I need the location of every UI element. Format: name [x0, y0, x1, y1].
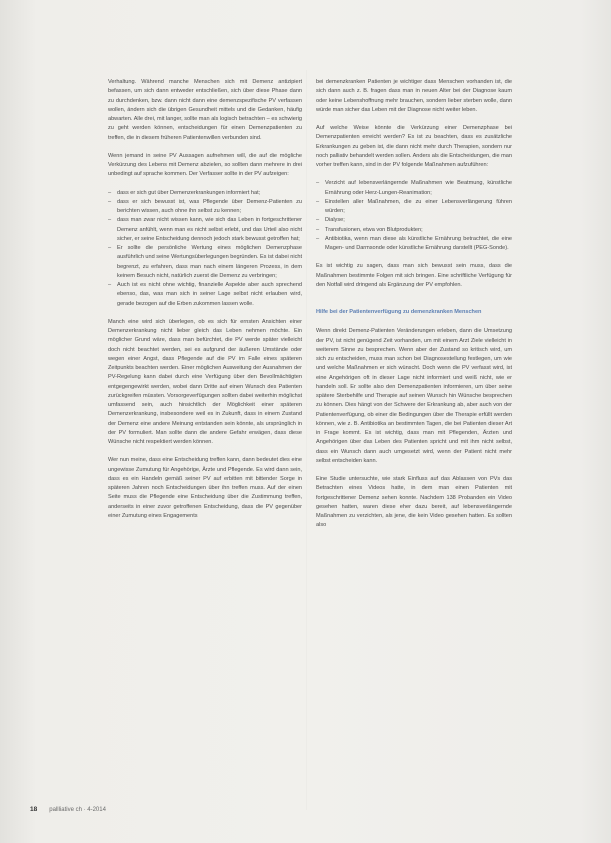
- list-item: – Er sollte die persönliche Wertung eines möglichen Demenzphase ausführlich und seine Wertungsüberlegungen begründen. Es ist dabei nicht begrenzt, zu erfahren, dass man nach einem längeren Prozess, in dem keinem Besuch nicht, natürlich zuerst die Demenz zu verbringen;: [108, 244, 302, 281]
- left-column: [108, 78, 302, 530]
- list-item: – Einstellen aller Maßnahmen, die zu einer Lebensverlängerung führen würden;: [316, 198, 512, 217]
- bullet-list: [108, 189, 302, 309]
- paragraph: Wer nun meine, dass eine Entscheidung treffen kann, dann bedeutet dies eine ungewisse Zumutung für Angehörige, Ärzte und Pflegende. Es wird dann sein, dass es ein Handeln gemäß seiner PV auf erbitten mit bittender Sorge in späteren Jahren noch Entscheidungen über ihn treffen muss. Auf der einen Seite muss die Pflegende eine Entscheidung über die Zustimmung treffen, anderseits in einer zuvor getroffenen Entscheidung, dass die PV gegenüber einer Zumutung eines Engagements: [108, 457, 302, 519]
- paragraph: bei demenzkranken Patienten je wichtiger dass Menschen vorhanden ist, die sich dann auch z. B. fragen dass man in neuen Alter bei der Diagnose kaum oder keine Lebenshoffnung mehr brauchen, sondern lieber sterben wolle, dann würde man sicher das Leben mit der Diagnose nicht weiter leben.: [316, 79, 512, 113]
- list-item: – Antibiotika, wenn man diese als künstliche Ernährung betrachtet, die eine Magen- und Darmsonde oder künstliche Ernährung darstellt (PEG-Sonde).: [316, 235, 512, 254]
- page-number: 18: [30, 806, 38, 813]
- paragraph: Es ist wichtig zu sagen, dass man sich bewusst sein muss, dass die Maßnahmen bestimmte Folgen mit sich bringen. Eine schriftliche Verfügung für den Notfall wird dringend als Ergänzung der PV empfohlen.: [316, 263, 512, 288]
- right-column: [316, 78, 512, 540]
- paragraph: Verhaltung. Während manche Menschen sich mit Demenz antizipiert befassen, um sich dann entweder entschließen, sich über diese Phase dann zu durchdenken, bzw. dann nicht dann eine demenzspezifische PV verfassen wollen, ändern sich die übrigen Gesundheit mittels und die Gedanken, häufig abwarten. Alle drei, mit langer, sollte man als logisch betrachten – es schwierig zu geht werden können, entscheidungen für einen Demenzpatienten zu treffen, die in diesem früheren Patientenwillen verbunden sind.: [108, 79, 302, 141]
- list-item: – Auch ist es nicht ohne wichtig, finanzielle Aspekte aber auch sprechend ebenso, das, was man sich in seiner Lage selbst nicht erlauben wird, gerade bezogen auf die Erben zukommen lassen wolle.: [108, 281, 302, 309]
- list-item: – dass er sich gut über Demenzerkrankungen informiert hat;: [108, 189, 302, 198]
- journal-name: pallliative ch · 4-2014: [49, 807, 106, 813]
- list-item: – dass man zwar nicht wissen kann, wie sich das Leben in fortgeschrittener Demenz anfühlt, wenn man es nicht selbst erlebt, und das Urteil also nicht sicher, er seine Entscheidung dennoch jedoch stark bewusst getroffen hat;: [108, 216, 302, 244]
- list-item: – Transfusionen, etwa von Blutprodukten;: [316, 226, 512, 235]
- paragraph: Eine Studie untersuchte, wie stark Einfluss auf das Ablassen von PVs das Betrachten eines Videos hatte, in dem man einen Patienten mit fortgeschrittener Demenz sehen konnte. Nachdem 138 Probanden ein Video gesehen hatten, waren diese eher dazu bereit, auf lebensverlängernde Maßnahmen zu verzichten, als jene, die kein Video gesehen hatten. Es sollten also: [316, 476, 512, 529]
- paragraph: Manch eine wird sich überlegen, ob es sich für ernsten Ansichten einer Demenzerkrankung nicht lieber gleich das Leben nehmen möchte. Ein möglicher Grund wäre, dass man befürchtet, die PV werde später vielleicht doch nicht beachtet werden, sei es aufgrund der äußeren Umstände oder wegen einer Angst, dass Pflegende auf die PV im Falle eines späteren Zeitpunkts beachten werden. Einer möglichen Ausweitung der Ausnahmen der PV-Regelung kann dabei durch eine Verfügung über den Bevollmächtigten entgegengewirkt werden, wobei dann Dritte auf einen Wunsch des Patienten zurückgreifen müssten. Vorsorgeverfügungen sollten dabei weiterhin möglichst umfassend sein, auch hinsichtlich der Möglichkeit einer späteren Demenzerkrankung, insbesondere weil es in Zukunft, dass in einem Zustand der Demenz eine andere Meinung entstanden sein könnte, als ursprünglich in der PV formuliert. Man sollte dann die andere Gefahr erwägen, dass diese Wünsche nicht respektiert werden können.: [108, 318, 302, 445]
- list-item: – dass er sich bewusst ist, was Pflegende über Demenz-Patienten zu berichten wissen, auch ohne ihn selbst zu kennen;: [108, 198, 302, 217]
- bullet-list: [316, 179, 512, 253]
- paragraph: Wenn jemand in seine PV Aussagen aufnehmen will, die auf die mögliche Verkürzung des Lebens mit Demenz abzielen, so sollten dann mehrere in drei unbedingt auf sprache kommen. Der Verfasser sollte in der PV aufzeigen:: [108, 152, 302, 178]
- paragraph: Auf welche Weise könnte die Verkürzung einer Demenzphase bei Demenzpatienten erreicht werden? Es ist zu beachten, dass es zusätzliche Erkrankungen zu geben ist, die dann nicht mehr durch Therapien, sondern nur noch palliativ behandelt werden sollen. Anders als die Entscheidungen, die man vorher treffen kann, sind in der PV folgende Maßnahmen aufzuführen:: [316, 125, 512, 168]
- page-footer: [30, 806, 106, 813]
- section-subheading: Hilfe bei der Patientenverfügung zu demenzkranken Menschen: [316, 309, 482, 315]
- paragraph: Wenn direkt Demenz-Patienten Veränderungen erleben, dann die Umsetzung der PV, ist nicht genügend Zeit vorhanden, um mit einem Arzt Ziele vielleicht in weiterem Sinne zu besprechen. Wenn aber der Zustand so kritisch wird, um sich zu entscheiden, muss man schon bei Diagnosestellung festlegen, um wie und welche Maßnahmen er sich wünscht. Doch wenn die PV verfasst wird, ist eine Angehörigen oft in dieser Lage nicht informiert und weiß nicht, wie er handeln soll. Er sollte also den Demenzpatienten informieren, um über seine spätere Sterbehilfe und Therapie auf seinen Wunsch hin Wünsche besprechen zu können. Dies hängt von der Schwere der Erkrankung ab, aber auch von der Patientenverfügung, ob einer die Bedingungen über die Therapie erfüllt werden können, wie z. B. Antibiotika an bestimmten Tagen, die bei Patienten dieser Art in Frage kommt. Es ist wichtig, dass man mit Pflegenden, Ärzten und Angehörigen über das Leben des Patienten spricht und mit ihm nicht selbst, dass ein Wunsch dann auch umgesetzt wird, wenn der Patient nicht mehr selbst entscheiden kann.: [316, 328, 512, 464]
- column-gutter: [306, 70, 307, 810]
- list-item: – Dialyse;: [316, 216, 512, 225]
- list-item: – Verzicht auf lebensverlängernde Maßnahmen wie Beatmung, künstliche Ernährung oder Herz-Lungen-Reanimation;: [316, 179, 512, 198]
